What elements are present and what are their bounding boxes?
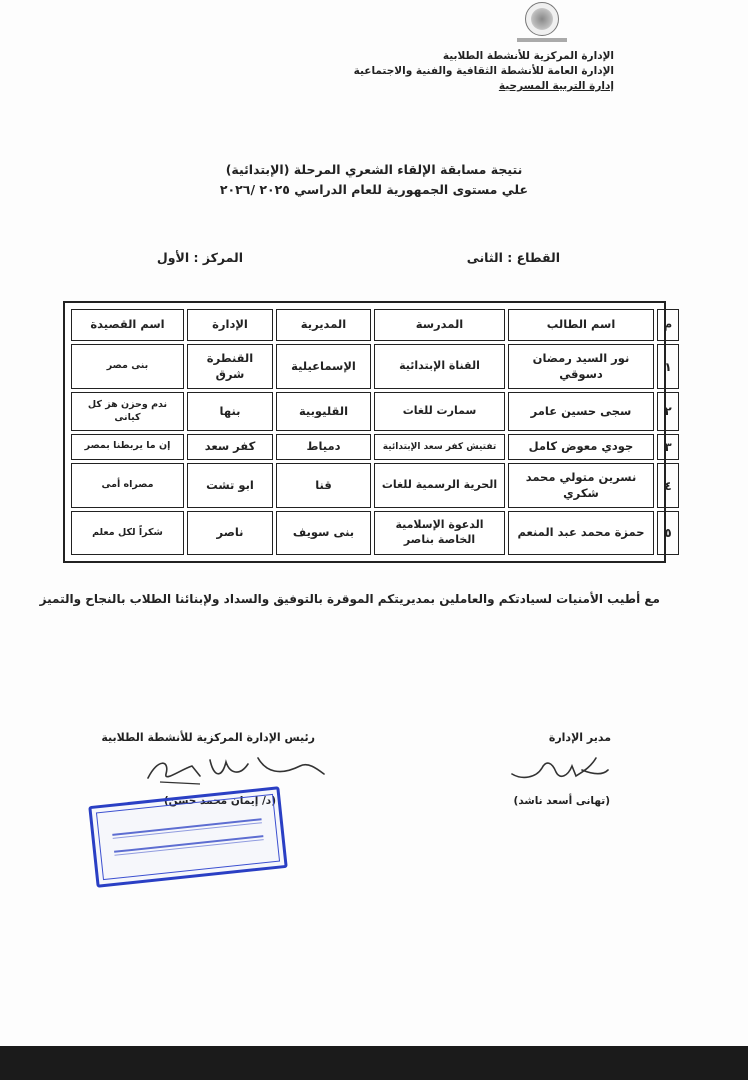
results-table-frame — [63, 301, 673, 563]
signatory-left-name: (د/ إيمان محمد حسن) — [163, 795, 276, 807]
stamp-line — [112, 818, 262, 839]
administration-name: كفر سعد — [187, 434, 273, 460]
ministry-logo — [515, 2, 569, 46]
table-header-row — [71, 309, 679, 341]
school-name: الدعوة الإسلامية الخاصة بناصر — [374, 511, 505, 555]
stamp-text-area — [96, 794, 280, 880]
poem-name: إن ما يربطنا بمصر — [71, 434, 184, 460]
results-table — [68, 306, 682, 558]
closing-remark: مع أطيب الأمنيات لسيادتكم والعاملين بمديريتكم الموقرة بالتوفيق والسداد ولإبنائنا الطلاب بالنجاح والتميز — [39, 592, 660, 606]
administration-name: ابو تشت — [187, 463, 273, 508]
header-school: المدرسة — [374, 309, 505, 341]
header-administration: الإدارة — [187, 309, 273, 341]
document-subtitle: علي مستوى الجمهورية للعام الدراسي ٢٠٢٥ /٢٠٢٦ — [219, 182, 529, 197]
header-number: م — [657, 309, 679, 341]
poem-name: شكراً لكل معلم — [71, 511, 184, 555]
row-number: ٤ — [657, 463, 679, 508]
stamp-line — [114, 835, 264, 856]
directorate-name: الإسماعيلية — [276, 344, 371, 389]
directorate-name: بنى سويف — [276, 511, 371, 555]
school-name: الحرية الرسمية للغات — [374, 463, 505, 508]
row-number: ٣ — [657, 434, 679, 460]
poem-name: مصراه أمى — [71, 463, 184, 508]
poem-name: بنى مصر — [71, 344, 184, 389]
left-handwritten-signature — [140, 748, 330, 788]
student-name: نسرين متولي محمد شكري — [508, 463, 654, 508]
right-handwritten-signature — [502, 750, 612, 786]
table-row — [71, 511, 679, 555]
school-name: سمارت للغات — [374, 392, 505, 430]
school-name: القناة الإبتدائية — [374, 344, 505, 389]
directorate-name: قنا — [276, 463, 371, 508]
student-name: حمزة محمد عبد المنعم — [508, 511, 654, 555]
table-row — [71, 392, 679, 430]
administration-name: بنها — [187, 392, 273, 430]
rank-label: المركز : الأول — [156, 250, 243, 265]
eagle-emblem-icon — [531, 8, 553, 30]
header-general-administration: الإدارة العامة للأنشطة الثقافية والفنية والاجتماعية — [353, 65, 614, 77]
directorate-name: القليوبية — [276, 392, 371, 430]
signatory-right-name: (تهانى أسعد ناشد) — [513, 795, 610, 807]
viewer-bottom-bar — [0, 1046, 748, 1080]
header-student-name: اسم الطالب — [508, 309, 654, 341]
signatory-left-title: رئيس الإدارة المركزية للأنشطة الطلابية — [101, 731, 315, 744]
table-row — [71, 434, 679, 460]
table-row — [71, 344, 679, 389]
header-central-administration: الإدارة المركزية للأنشطة الطلابية — [442, 50, 614, 62]
official-stamp — [88, 786, 288, 888]
table-row — [71, 463, 679, 508]
header-poem-name: اسم القصيدة — [71, 309, 184, 341]
header-theatre-department: إدارة التربية المسرحية — [498, 80, 614, 92]
logo-caption — [517, 38, 567, 42]
student-name: نور السيد رمضان دسوقي — [508, 344, 654, 389]
signatory-right-title: مدير الإدارة — [548, 731, 611, 744]
directorate-name: دمياط — [276, 434, 371, 460]
administration-name: القنطرة شرق — [187, 344, 273, 389]
school-name: تفتيش كفر سعد الإبتدائية — [374, 434, 505, 460]
row-number: ٥ — [657, 511, 679, 555]
row-number: ٢ — [657, 392, 679, 430]
administration-name: ناصر — [187, 511, 273, 555]
student-name: جودي معوض كامل — [508, 434, 654, 460]
poem-name: ندم وحزن هز كل كيانى — [71, 392, 184, 430]
student-name: سجى حسين عامر — [508, 392, 654, 430]
document-title: نتيجة مسابقة الإلقاء الشعري المرحلة (الإبتدائية) — [225, 162, 523, 177]
row-number: ١ — [657, 344, 679, 389]
sector-label: القطاع : الثانى — [466, 250, 560, 265]
header-directorate: المديرية — [276, 309, 371, 341]
